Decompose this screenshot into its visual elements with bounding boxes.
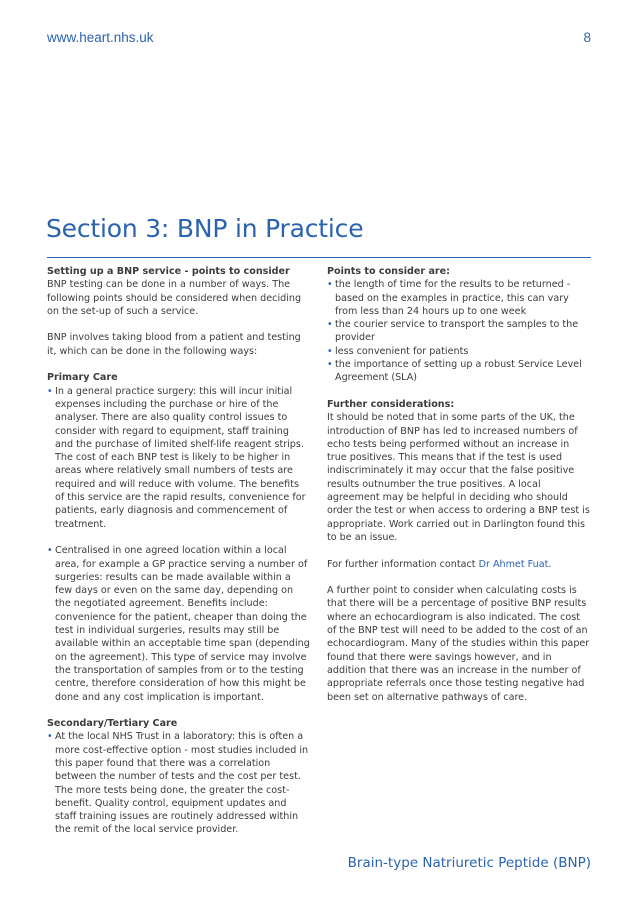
page-number: 8 [583, 30, 591, 45]
primary-care-list [47, 385, 310, 704]
bullet-icon: • [327, 359, 333, 371]
cost-paragraph: A further point to consider when calculating costs is that there will be a percentage of positive BNP results where an echocardiogram is also indicated. The cost of the BNP test will need to be added to the cost of an echocardiogram. Many of the studies within this paper found that there were savings however, and in addition that there was an increase in the number of appropriate referrals once those testing negative had been set on alternative pathways of care. [327, 585, 590, 703]
points-list [327, 278, 590, 384]
bullet-icon: • [327, 279, 333, 291]
list-item: • less convenient for patients [327, 345, 469, 357]
left-column [47, 265, 310, 850]
bullet-icon: • [47, 545, 53, 557]
blood-paragraph: BNP involves taking blood from a patient and testing it, which can be done in the following ways: [47, 332, 301, 357]
list-item: • the courier service to transport the samples to the provider [327, 319, 579, 344]
primary-care-heading: Primary Care [47, 372, 118, 384]
right-column [327, 265, 590, 717]
secondary-care-heading: Secondary/Tertiary Care [47, 718, 178, 730]
header-url: www.heart.nhs.uk [47, 30, 154, 45]
bullet-icon: • [47, 385, 53, 397]
bullet-icon: • [47, 731, 53, 743]
setup-paragraph: BNP testing can be done in a number of ways. The following points should be considered when deciding on the set-up of such a service. [47, 279, 302, 317]
list-item: • In a general practice surgery: this will incur initial expenses including the purchase or hire of the analyser. There are also quality control issues to consider with regard to equipment, staff training and the purchase of limited shelf-life reagent strips. The cost of each BNP test is likely to be higher in areas where relatively small numbers of tests are required and will reduce with volume. The benefits of this service are the rapid results, convenience for patients, early diagnosis and commencement of treatment. [47, 385, 306, 530]
contact-paragraph: For further information contact Dr Ahmet Fuat. [327, 558, 552, 570]
footer-title: Brain-type Natriuretic Peptide (BNP) [347, 855, 591, 871]
title-divider [47, 257, 591, 258]
list-item: • Centralised in one agreed location within a local area, for example a GP practice serving a number of surgeries: results can be made available within a few days or even on the same day, depending on the negotiated agreement. Benefits include: convenience for the patient, cheaper than doing the test in individual surgeries, results may still be available within an acceptable time span (depending on the agreement). This type of service may involve the transportation of samples from or to the testing centre, therefore consideration of how this might be done and any cost implication is important. [47, 545, 310, 703]
contact-link[interactable]: Dr Ahmet Fuat [478, 558, 549, 570]
bullet-icon: • [327, 319, 333, 331]
list-item: • the importance of setting up a robust Service Level Agreement (SLA) [327, 359, 582, 384]
points-heading: Points to consider are: [327, 266, 450, 277]
further-considerations-heading: Further considerations: [327, 398, 455, 410]
list-item: • the length of time for the results to be returned - based on the examples in practice, this can vary from less than 24 hours up to one week [327, 279, 571, 317]
secondary-care-list [47, 730, 310, 836]
section-title: Section 3: BNP in Practice [46, 214, 364, 243]
bullet-icon: • [327, 345, 333, 357]
list-item: • At the local NHS Trust in a laboratory: this is often a more cost-effective option - most studies included in this paper found that there was a correlation between the number of tests and the cost per test. The more tests being done, the greater the cost-benefit. Quality control, equipment updates and staff training issues are routinely addressed within the remit of the local service provider. [47, 731, 309, 836]
further-considerations-paragraph: It should be noted that in some parts of the UK, the introduction of BNP has led to increased numbers of echo tests being performed without an increase in true positives. This means that if the test is used indiscriminately it may occur that the false positive results outnumber the true positives. A local agreement may be helpful in deciding who should order the test or when access to ordering a BNP test is appropriate. Work carried out in Darlington found this to be an issue. [327, 412, 590, 543]
setup-heading: Setting up a BNP service - points to consider [47, 266, 290, 277]
